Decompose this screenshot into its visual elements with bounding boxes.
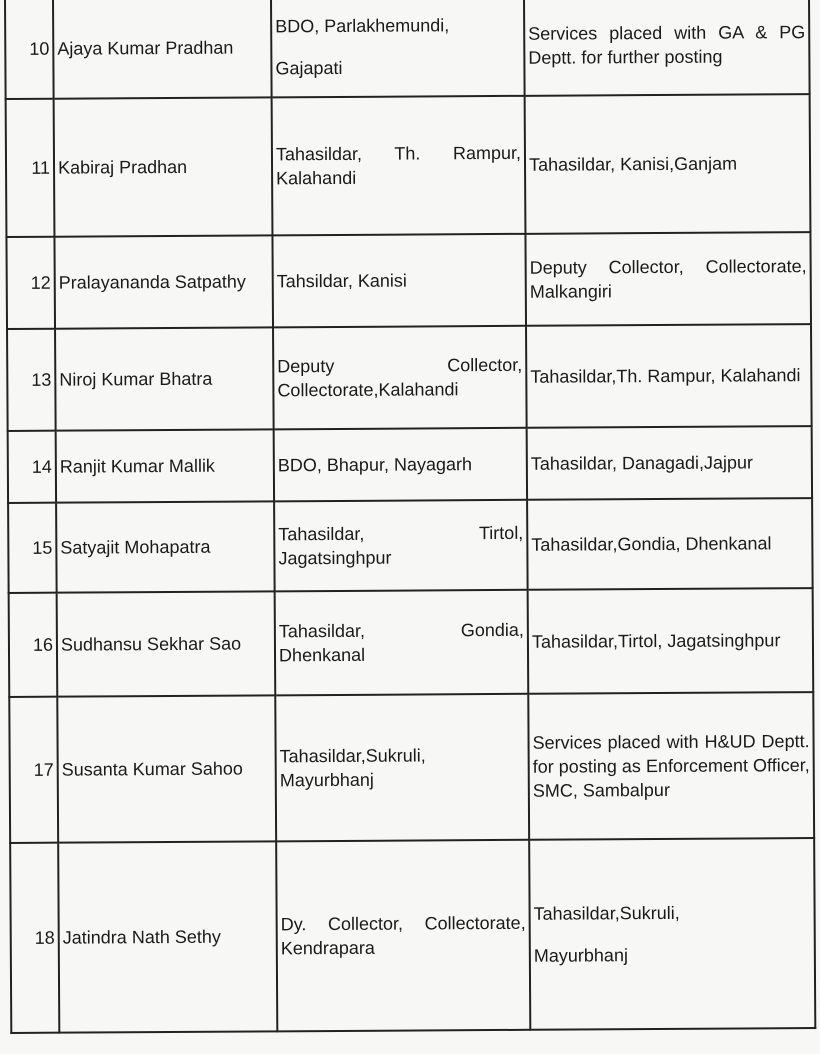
new-posting-line: Tahasildar,Gondia, Dhenkanal xyxy=(531,533,772,555)
new-posting xyxy=(527,426,812,500)
new-posting xyxy=(529,838,815,1030)
new-posting-line: Tahasildar,Tirtol, Jagatsinghpur xyxy=(531,630,781,652)
officer-name: Pralayananda Satpathy xyxy=(54,235,273,328)
new-posting xyxy=(528,588,814,694)
new-posting-line: Tahasildar,Th. Rampur, Kalahandi xyxy=(530,365,801,387)
table-row xyxy=(10,838,815,1033)
serial-number: 11 xyxy=(6,99,55,237)
present-posting-line: BDO, Parlakhemundi, xyxy=(275,15,450,37)
present-posting xyxy=(273,326,527,430)
new-posting xyxy=(525,94,811,234)
new-posting xyxy=(524,0,810,96)
officer-name: Susanta Kumar Sahoo xyxy=(57,695,276,842)
new-posting-line: Services placed with H&UD Deptt. for posting as Enforcement Officer, SMC, Sambalpur xyxy=(532,731,810,801)
present-posting-line: Gajapati xyxy=(275,57,343,79)
present-posting xyxy=(275,590,529,696)
serial-number: 12 xyxy=(6,237,55,329)
new-posting-line: Tahasildar,Sukruli, xyxy=(533,902,680,924)
officer-name: Niroj Kumar Bhatra xyxy=(55,327,274,430)
table-row xyxy=(7,324,812,431)
officer-name: Kabiraj Pradhan xyxy=(54,97,273,236)
officer-name: Ranjit Kumar Mallik xyxy=(56,429,274,502)
serial-number: 14 xyxy=(8,431,56,503)
present-posting xyxy=(276,840,530,1032)
new-posting xyxy=(528,692,814,840)
present-posting-line: Tahsildar, Kanisi xyxy=(276,270,407,292)
table-row xyxy=(5,0,810,99)
table-row xyxy=(8,426,812,503)
serial-number: 10 xyxy=(5,0,54,99)
new-posting-line: Tahasildar, Danagadi,Jajpur xyxy=(530,452,754,474)
officer-name: Ajaya Kumar Pradhan xyxy=(53,0,272,99)
table-row xyxy=(9,588,814,697)
officer-name: Sudhansu Sekhar Sao xyxy=(57,591,276,696)
present-posting-line: Tahasildar, Gondia, Dhenkanal xyxy=(278,619,524,666)
table-row xyxy=(6,232,811,329)
present-posting xyxy=(274,428,527,502)
present-posting-line: Tahasildar,Sukruli, Mayurbhanj xyxy=(279,745,426,791)
present-posting-line: Deputy Collector, Collectorate,Kalahandi xyxy=(277,354,523,401)
serial-number: 13 xyxy=(7,329,56,431)
new-posting xyxy=(526,324,812,428)
new-posting xyxy=(525,232,811,326)
new-posting-line: Mayurbhanj xyxy=(533,945,628,966)
serial-number: 16 xyxy=(9,593,58,697)
present-posting xyxy=(275,694,529,842)
transfer-table xyxy=(4,0,816,1034)
present-posting xyxy=(272,234,526,328)
officer-name: Jatindra Nath Sethy xyxy=(58,841,277,1032)
present-posting xyxy=(271,0,525,97)
new-posting-line: Deputy Collector, Collectorate, Malkangiri xyxy=(529,256,807,302)
table-row xyxy=(6,94,811,237)
present-posting-line: Dy. Collector, Collectorate, Kendrapara xyxy=(280,912,526,959)
present-posting-line: Tahasildar, Tirtol, Jagatsinghpur xyxy=(278,522,524,569)
officer-name: Satyajit Mohapatra xyxy=(56,501,275,592)
new-posting xyxy=(527,498,813,590)
serial-number: 17 xyxy=(9,697,58,843)
present-posting xyxy=(274,500,528,592)
new-posting-line: Services placed with GA & PG Deptt. for further posting xyxy=(528,22,806,68)
present-posting-line: Tahasildar, Th. Rampur, Kalahandi xyxy=(275,142,522,189)
new-posting-line: Tahasildar, Kanisi,Ganjam xyxy=(528,153,738,175)
serial-number: 15 xyxy=(8,503,57,593)
present-posting-line: BDO, Bhapur, Nayagarh xyxy=(277,454,473,476)
table-row xyxy=(8,498,813,593)
serial-number: 18 xyxy=(10,843,59,1033)
table-row xyxy=(9,692,814,843)
present-posting xyxy=(272,96,526,236)
